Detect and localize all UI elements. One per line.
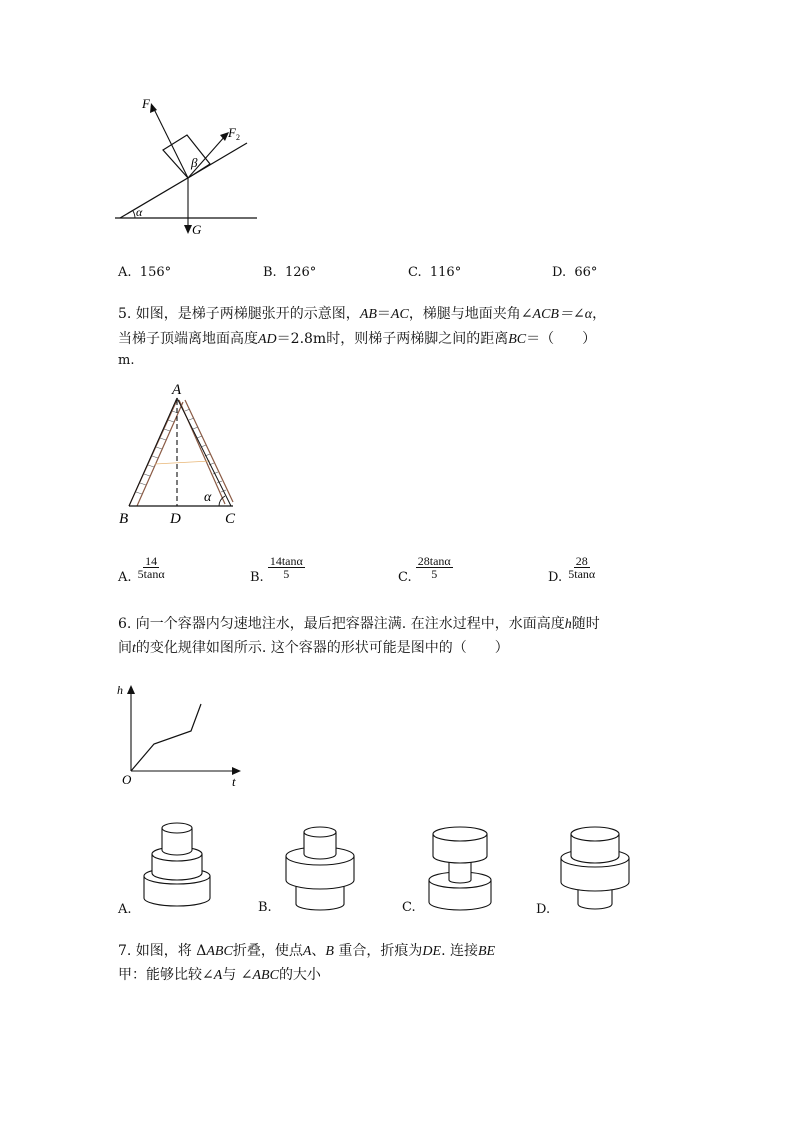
q4-option-a[interactable]: A. 156° bbox=[118, 265, 172, 280]
q5-option-a[interactable]: A. $\frac{14}{5\tan\alpha}$ bbox=[118, 554, 165, 585]
q6-option-d[interactable]: D. bbox=[536, 902, 551, 917]
q6-container-a bbox=[140, 818, 215, 916]
q4-option-c[interactable]: C. 116° bbox=[408, 265, 462, 280]
h-axis-arrow bbox=[127, 685, 135, 694]
point-c-label: C bbox=[225, 511, 236, 527]
point-d-label: D bbox=[170, 511, 181, 527]
q6-height-time-graph bbox=[115, 682, 250, 787]
q5-ladder-figure bbox=[115, 378, 255, 528]
q5-line-1: 5. 如图，是梯子两梯腿张开的示意图，AB＝AC，梯腿与地面夹角∠ACB＝∠α， bbox=[118, 306, 607, 322]
f2-label: $F_2$ bbox=[228, 125, 240, 142]
h-axis-label: h bbox=[117, 683, 123, 697]
origin-label: O bbox=[122, 772, 132, 787]
alpha-label: α bbox=[136, 205, 143, 219]
q6-container-d bbox=[558, 822, 633, 914]
q5-option-d[interactable]: D. $\frac{28}{5\tan\alpha}$ bbox=[548, 554, 596, 585]
beta-label: β bbox=[191, 155, 198, 170]
q6-line-1: 6. 向一个容器内匀速地注水，最后把容器注满. 在注水过程中，水面高度h随时 bbox=[118, 616, 600, 632]
q5-line-2: 当梯子顶端离地面高度AD＝2.8m时，则梯子两梯脚之间的距离BC＝（ ） bbox=[118, 331, 597, 347]
q7-line-2: 甲：能够比较∠A与 ∠ABC的大小 bbox=[118, 967, 321, 983]
q6-container-b bbox=[283, 822, 358, 914]
f1-label: $F_1$ bbox=[142, 96, 154, 113]
alpha-angle-label: α bbox=[204, 490, 212, 505]
point-b-label: B bbox=[119, 511, 129, 527]
q6-line-2: 间t的变化规律如图所示. 这个容器的形状可能是图中的（ ） bbox=[118, 640, 509, 656]
q5-line-3: m. bbox=[118, 353, 135, 368]
g-arrowhead bbox=[184, 225, 192, 234]
q7-line-1: 7. 如图，将 ΔABC折叠，使点A、B 重合，折痕为DE. 连接BE bbox=[118, 943, 496, 959]
h-t-curve bbox=[131, 704, 201, 771]
q5-option-b[interactable]: B. $\frac{14\tan\alpha}{5}$ bbox=[250, 554, 303, 585]
q6-container-c bbox=[423, 822, 498, 914]
point-a-label: A bbox=[172, 382, 182, 398]
q4-incline-figure bbox=[105, 95, 270, 240]
t-axis-label: t bbox=[232, 774, 236, 787]
q5-option-c[interactable]: C. $\frac{28\tan\alpha}{5}$ bbox=[398, 554, 451, 585]
q6-option-a[interactable]: A. bbox=[118, 902, 132, 917]
q6-option-b[interactable]: B. bbox=[258, 900, 272, 915]
q6-option-c[interactable]: C. bbox=[402, 900, 416, 915]
q4-option-d[interactable]: D. 66° bbox=[552, 265, 598, 280]
q4-option-b[interactable]: B. 126° bbox=[263, 265, 317, 280]
g-label: G bbox=[192, 222, 202, 237]
